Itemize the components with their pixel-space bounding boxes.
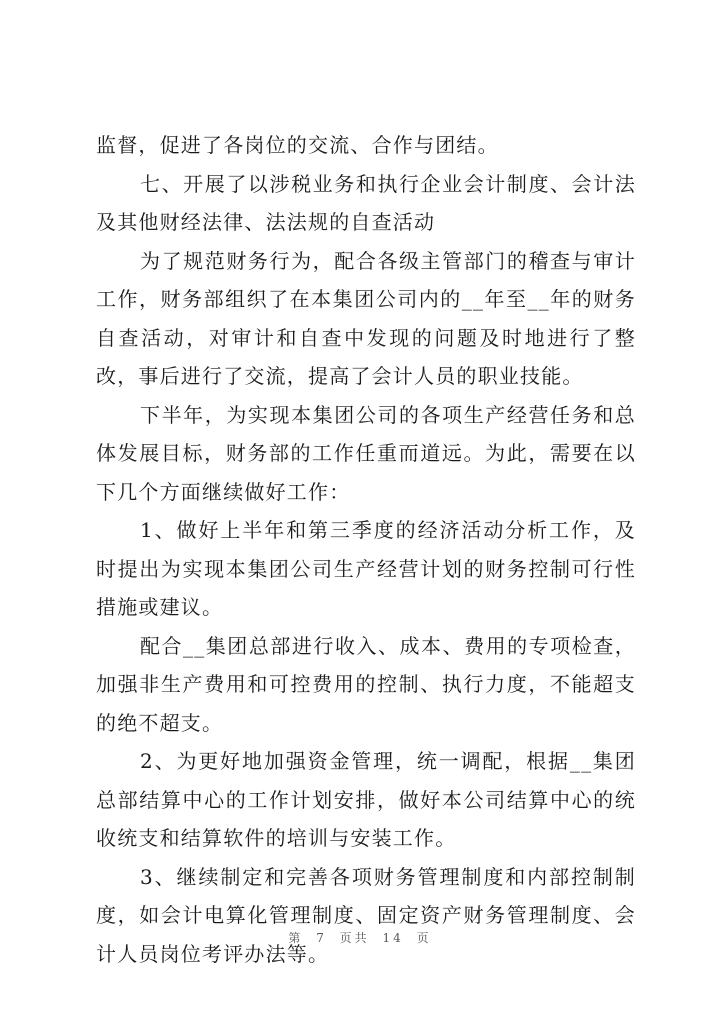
paragraph-cost-inspection: 配合__集团总部进行收入、成本、费用的专项检查，加强非生产费用和可控费用的控制、执行力度，不能超支的绝不超支。: [96, 633, 636, 735]
footer-suffix: 页: [416, 931, 432, 945]
page-footer: [0, 929, 720, 946]
list-item-3: 3、继续制定和完善各项财务管理制度和内部控制制度，如会计电算化管理制度、固定资产财务管理制度、会计人员岗位考评办法等。: [96, 864, 636, 966]
list-item-1: 1、做好上半年和第三季度的经济活动分析工作，及时提出为实现本集团公司生产经营计划的财务控制可行性措施或建议。: [96, 518, 636, 619]
footer-total-pages: 14: [382, 931, 404, 945]
paragraph-second-half-plan: 下半年，为实现本集团公司的各项生产经营任务和总体发展目标，财务部的工作任重而道远。为此，需要在以下几个方面继续做好工作：: [96, 402, 636, 504]
footer-prefix: 第: [288, 931, 304, 945]
list-item-2: 2、为更好地加强资金管理，统一调配，根据__集团总部结算中心的工作计划安排，做好本公司结算中心的统收统支和结算软件的培训与安装工作。: [96, 749, 636, 850]
paragraph-self-audit: 为了规范财务行为，配合各级主管部门的稽查与审计工作，财务部组织了在本集团公司内的__年至__年的财务自查活动，对审计和自查中发现的问题及时地进行了整改，事后进行了交流，提高了会计人员的职业技能。: [96, 248, 636, 388]
body-text: [96, 126, 636, 973]
paragraph-continuation: 监督，促进了各岗位的交流、合作与团结。: [96, 133, 499, 157]
footer-middle: 页共: [339, 931, 370, 945]
footer-current-page: 7: [316, 931, 327, 945]
section-heading-seven: 七、开展了以涉税业务和执行企业会计制度、会计法及其他财经法律、法法规的自查活动: [96, 171, 636, 234]
